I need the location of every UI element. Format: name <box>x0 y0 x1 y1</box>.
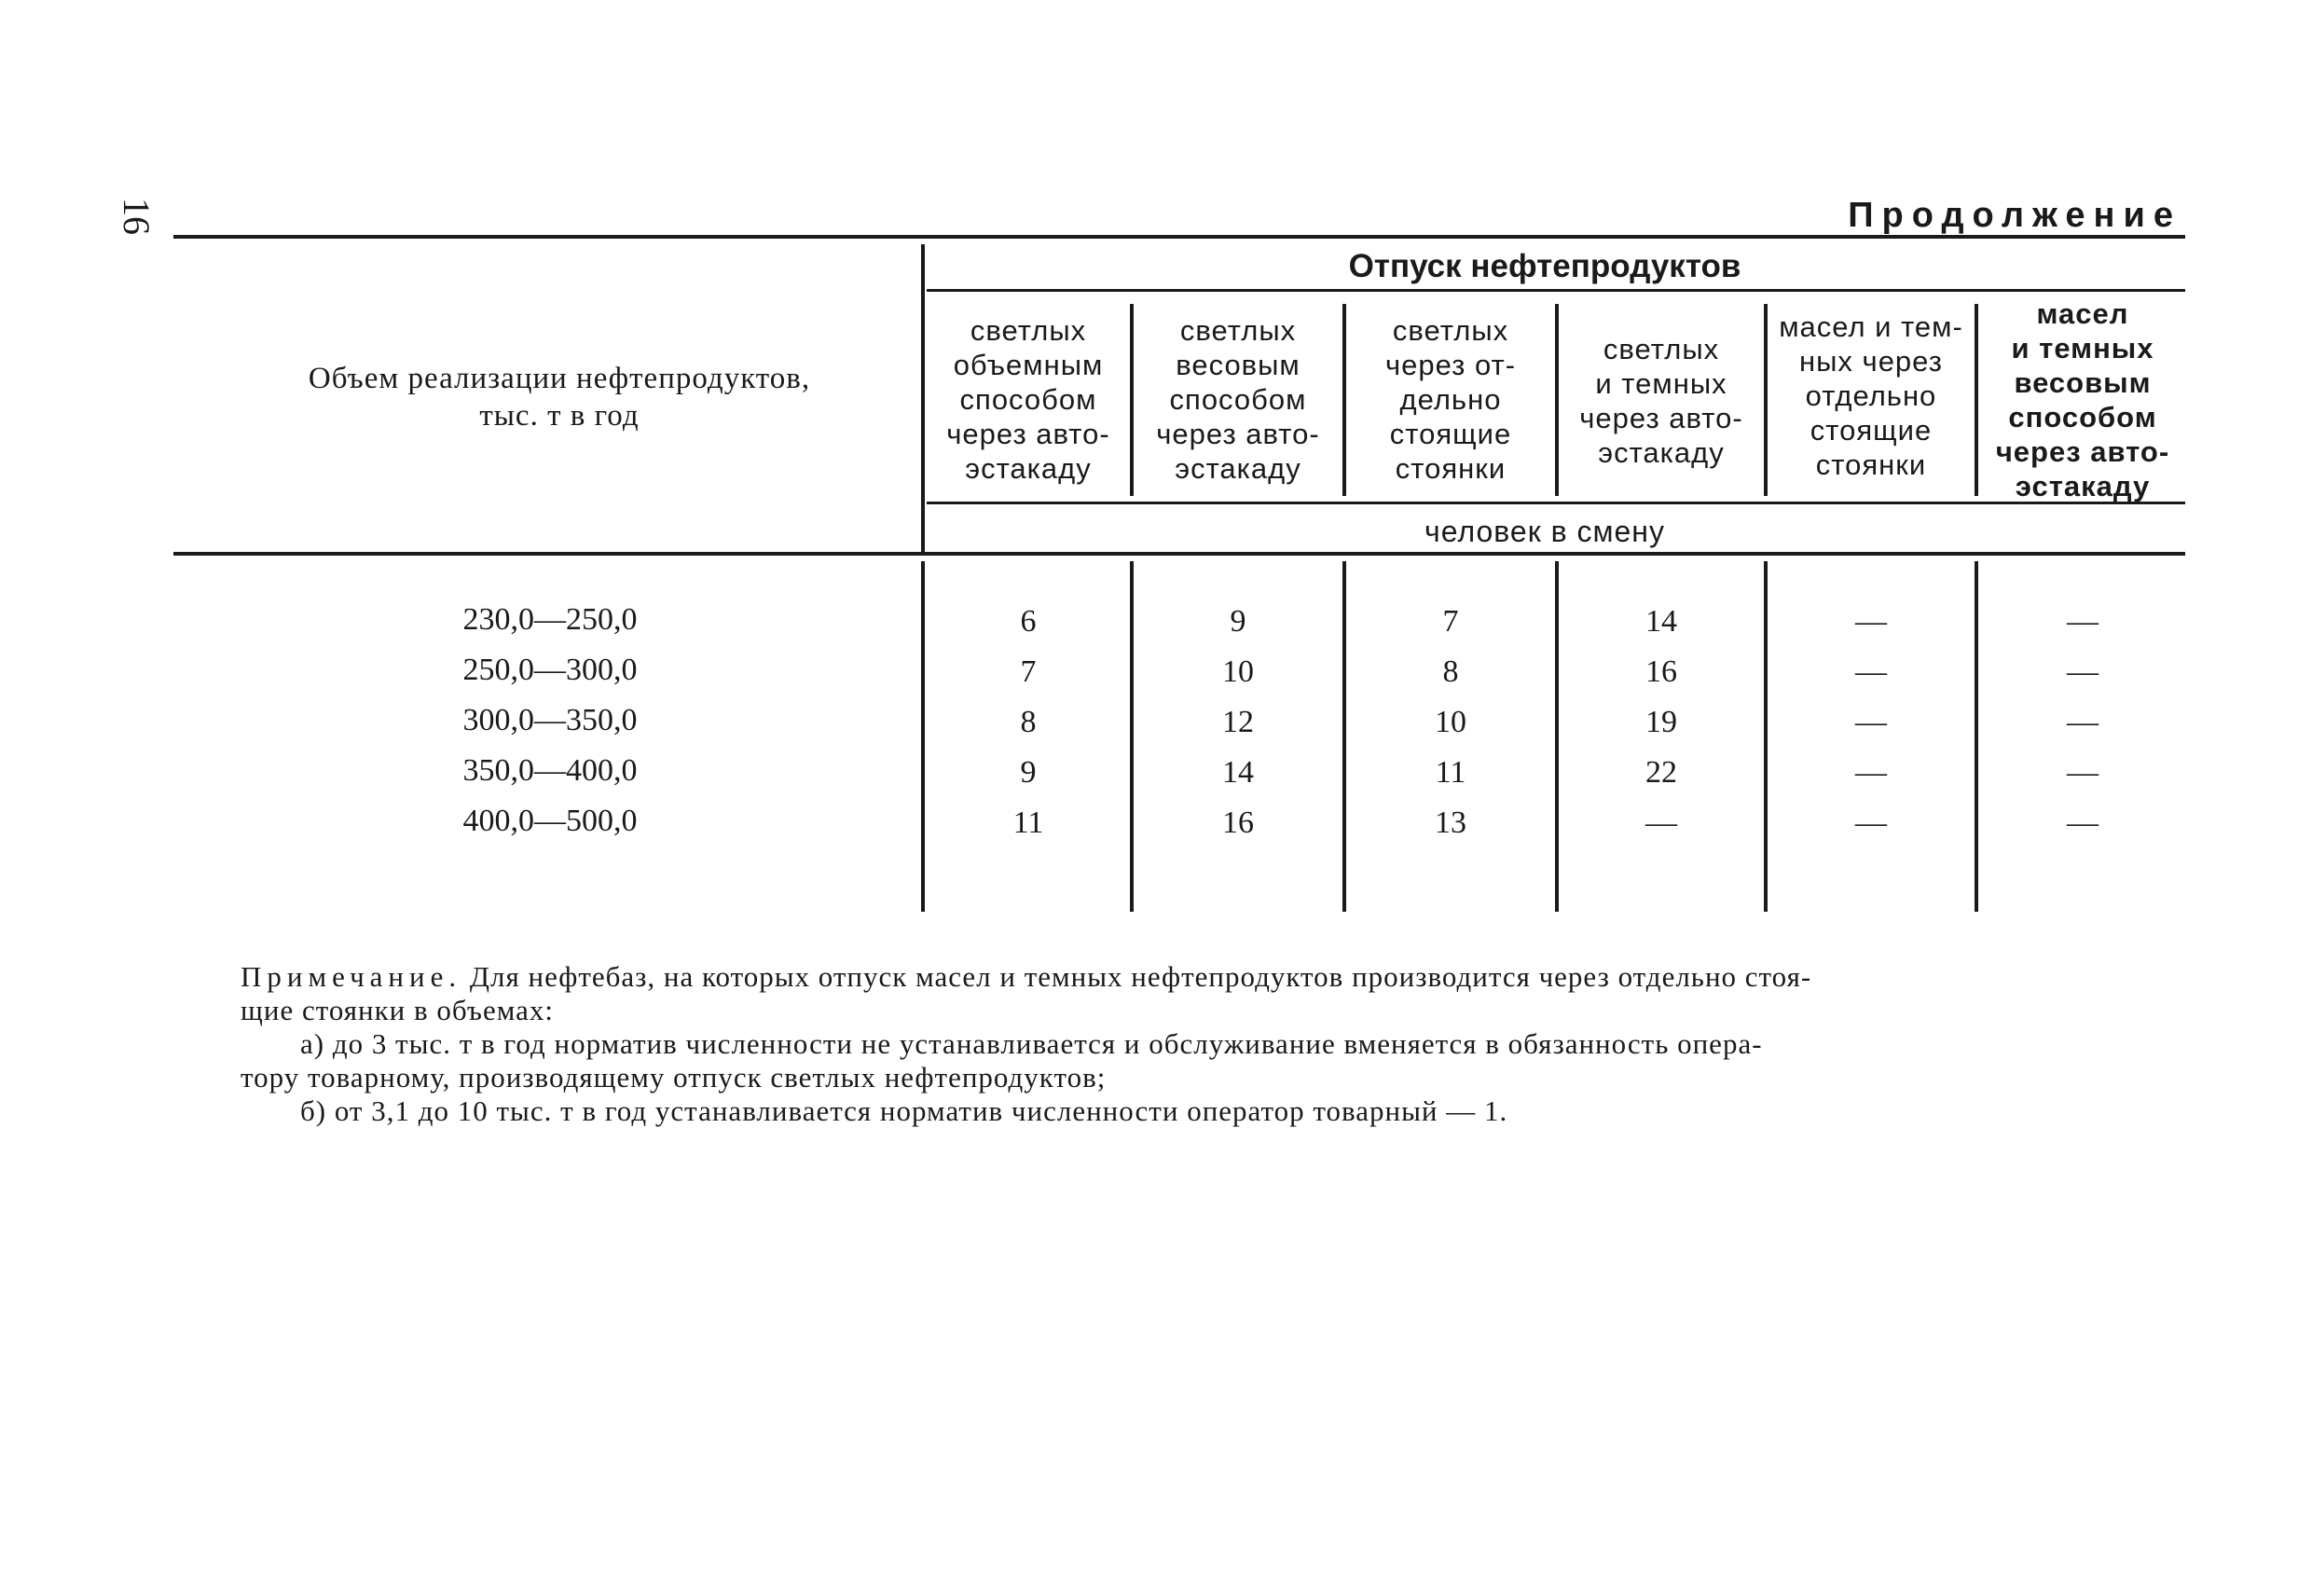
table-cell: 9 <box>1230 604 1246 639</box>
note-item-a-continuation: тору товарному, производящему отпуск светлых нефтепродуктов; <box>241 1061 1107 1094</box>
column-header-1: светлых объемным способом через авто- эстакаду <box>946 314 1110 485</box>
note-item-b: б) от 3,1 до 10 тыс. т в год устанавливается норматив численности оператор товарный — 1. <box>300 1094 1508 1127</box>
unit-label: человек в смену <box>1424 515 1665 548</box>
column-header-2: светлых весовым способом через авто- эстакаду <box>1156 314 1320 485</box>
table-cell: — <box>2067 805 2099 840</box>
row-label: 250,0—300,0 <box>462 653 638 687</box>
table-cell: 10 <box>1435 705 1466 739</box>
col-rule-4-header <box>1764 304 1768 496</box>
table-cell: 19 <box>1645 705 1677 739</box>
table-note <box>241 960 2180 1128</box>
row-label: 400,0—500,0 <box>462 804 638 838</box>
note-label: Примечание. <box>241 960 462 993</box>
table-cell: 7 <box>1442 604 1459 639</box>
table-cell: — <box>1645 805 1677 840</box>
row-label: 300,0—350,0 <box>462 703 638 737</box>
table-cell: — <box>1855 755 1887 790</box>
col-rule-5-body <box>1975 561 1978 912</box>
table-cell: 13 <box>1435 805 1466 840</box>
continuation-label: Продолжение <box>1848 196 2181 235</box>
table-cell: 12 <box>1222 705 1254 739</box>
note-intro-text: Для нефтебаз, на которых отпуск масел и темных нефтепродуктов производится через отдельно стоя- <box>461 960 1812 993</box>
col-rule-1-body <box>1130 561 1134 912</box>
table-cell: 14 <box>1222 755 1254 790</box>
table-cell: — <box>2067 604 2099 639</box>
table-cell: 11 <box>1012 805 1044 840</box>
page-number: 16 <box>116 198 158 235</box>
table-cell: 16 <box>1645 654 1677 689</box>
row-label: 350,0—400,0 <box>462 753 638 788</box>
note-intro-continuation: щие стоянки в объемах: <box>241 994 554 1026</box>
stub-separator-body <box>921 561 925 912</box>
col-rule-1-header <box>1130 304 1134 496</box>
note-item-a: а) до 3 тыс. т в год норматив численности не устанавливается и обслуживание вменяется в обязанность опера- <box>300 1027 1763 1060</box>
table-cell: 22 <box>1645 755 1677 790</box>
table-cell: — <box>2067 755 2099 790</box>
col-rule-2-body <box>1342 561 1346 912</box>
col-rule-2-header <box>1342 304 1346 496</box>
column-header-3: светлых через от- дельно стоящие стоянки <box>1384 314 1517 485</box>
table-cell: 8 <box>1442 654 1459 689</box>
column-header-6: масел и темных весовым способом через авто- эстакаду <box>1995 297 2170 502</box>
table-cell: — <box>1855 805 1887 840</box>
col-rule-3-header <box>1555 304 1559 496</box>
table-cell: 8 <box>1020 705 1037 739</box>
table-cell: — <box>1855 654 1887 689</box>
stub-header: Объем реализации нефтепродуктов, тыс. т в год <box>308 362 811 433</box>
table-cell: — <box>2067 654 2099 689</box>
table-cell: 16 <box>1222 805 1254 840</box>
table-cell: 10 <box>1222 654 1254 689</box>
group-header-rule <box>927 289 2185 292</box>
col-rule-5-header <box>1975 304 1978 496</box>
row-label: 230,0—250,0 <box>462 602 638 637</box>
table-cell: 7 <box>1020 654 1037 689</box>
table-cell: — <box>2067 705 2099 739</box>
table-cell: 11 <box>1435 755 1466 790</box>
table-cell: 14 <box>1645 604 1677 639</box>
header-bottom-rule <box>173 552 2185 556</box>
note-intro <box>241 960 2180 994</box>
col-rule-3-body <box>1555 561 1559 912</box>
table-cell: 9 <box>1020 755 1037 790</box>
table-top-rule <box>173 235 2185 239</box>
table-cell: — <box>1855 705 1887 739</box>
col-rule-4-body <box>1764 561 1768 912</box>
group-header: Отпуск нефтепродуктов <box>1348 248 1741 284</box>
table-cell: 6 <box>1020 604 1037 639</box>
column-header-4: светлых и темных через авто- эстакаду <box>1579 333 1743 469</box>
column-header-5: масел и тем- ных через отдельно стоящие стоянки <box>1779 310 1963 481</box>
table-cell: — <box>1855 604 1887 639</box>
